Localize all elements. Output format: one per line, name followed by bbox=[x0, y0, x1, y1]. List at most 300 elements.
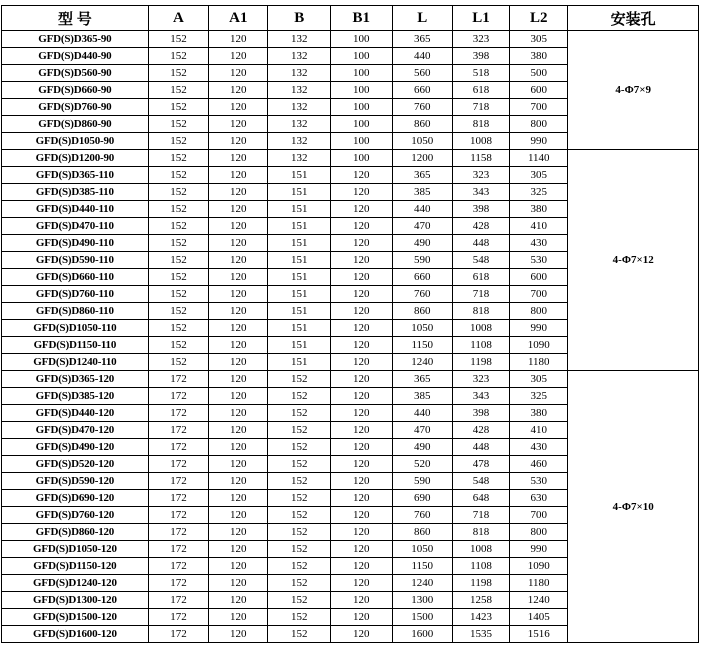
cell-b1: 100 bbox=[331, 133, 393, 150]
cell-l2: 305 bbox=[510, 371, 568, 388]
cell-a: 172 bbox=[148, 609, 208, 626]
cell-b1: 120 bbox=[331, 269, 393, 286]
cell-l: 860 bbox=[392, 116, 452, 133]
cell-l1: 1008 bbox=[452, 320, 509, 337]
cell-l1: 1535 bbox=[452, 626, 509, 643]
cell-a1: 120 bbox=[209, 422, 268, 439]
cell-b: 152 bbox=[268, 575, 331, 592]
cell-b: 152 bbox=[268, 524, 331, 541]
cell-l: 520 bbox=[392, 456, 452, 473]
cell-l: 440 bbox=[392, 201, 452, 218]
cell-model: GFD(S)D1050-110 bbox=[2, 320, 149, 337]
table-body bbox=[2, 31, 699, 643]
cell-l2: 700 bbox=[510, 286, 568, 303]
cell-a1: 120 bbox=[209, 167, 268, 184]
cell-b1: 120 bbox=[331, 592, 393, 609]
cell-a1: 120 bbox=[209, 99, 268, 116]
cell-l: 365 bbox=[392, 371, 452, 388]
cell-a: 152 bbox=[148, 303, 208, 320]
cell-l: 860 bbox=[392, 524, 452, 541]
cell-l1: 518 bbox=[452, 65, 509, 82]
header-b1: B1 bbox=[331, 6, 393, 31]
cell-a: 152 bbox=[148, 99, 208, 116]
cell-l: 590 bbox=[392, 473, 452, 490]
cell-l2: 530 bbox=[510, 252, 568, 269]
cell-a: 172 bbox=[148, 558, 208, 575]
cell-b1: 120 bbox=[331, 575, 393, 592]
cell-l1: 448 bbox=[452, 439, 509, 456]
cell-l1: 1258 bbox=[452, 592, 509, 609]
cell-b: 152 bbox=[268, 371, 331, 388]
cell-b: 151 bbox=[268, 184, 331, 201]
cell-a: 172 bbox=[148, 473, 208, 490]
cell-model: GFD(S)D470-110 bbox=[2, 218, 149, 235]
cell-model: GFD(S)D690-120 bbox=[2, 490, 149, 507]
cell-a: 152 bbox=[148, 235, 208, 252]
cell-l1: 818 bbox=[452, 303, 509, 320]
cell-model: GFD(S)D1600-120 bbox=[2, 626, 149, 643]
cell-model: GFD(S)D660-90 bbox=[2, 82, 149, 99]
cell-l1: 1008 bbox=[452, 133, 509, 150]
cell-l2: 1240 bbox=[510, 592, 568, 609]
cell-a: 172 bbox=[148, 371, 208, 388]
cell-a: 172 bbox=[148, 575, 208, 592]
cell-a: 152 bbox=[148, 354, 208, 371]
cell-b: 151 bbox=[268, 303, 331, 320]
cell-a: 152 bbox=[148, 269, 208, 286]
cell-l2: 600 bbox=[510, 269, 568, 286]
header-model: 型 号 bbox=[2, 6, 149, 31]
cell-model: GFD(S)D1500-120 bbox=[2, 609, 149, 626]
cell-a: 172 bbox=[148, 592, 208, 609]
cell-b1: 120 bbox=[331, 456, 393, 473]
cell-model: GFD(S)D860-120 bbox=[2, 524, 149, 541]
cell-l: 660 bbox=[392, 82, 452, 99]
cell-a: 172 bbox=[148, 490, 208, 507]
header-l2: L2 bbox=[510, 6, 568, 31]
cell-l: 1600 bbox=[392, 626, 452, 643]
cell-b1: 120 bbox=[331, 541, 393, 558]
cell-b1: 120 bbox=[331, 473, 393, 490]
cell-model: GFD(S)D385-120 bbox=[2, 388, 149, 405]
cell-l1: 323 bbox=[452, 371, 509, 388]
cell-l: 690 bbox=[392, 490, 452, 507]
cell-b: 151 bbox=[268, 337, 331, 354]
cell-b1: 120 bbox=[331, 626, 393, 643]
cell-a: 152 bbox=[148, 133, 208, 150]
table-row bbox=[2, 150, 699, 167]
cell-l1: 1198 bbox=[452, 575, 509, 592]
cell-b1: 100 bbox=[331, 31, 393, 48]
cell-b: 152 bbox=[268, 490, 331, 507]
cell-a: 152 bbox=[148, 252, 208, 269]
cell-b1: 120 bbox=[331, 371, 393, 388]
cell-b1: 120 bbox=[331, 507, 393, 524]
cell-a1: 120 bbox=[209, 490, 268, 507]
cell-model: GFD(S)D490-120 bbox=[2, 439, 149, 456]
cell-b1: 120 bbox=[331, 439, 393, 456]
cell-a1: 120 bbox=[209, 31, 268, 48]
cell-l2: 1180 bbox=[510, 354, 568, 371]
cell-b1: 120 bbox=[331, 388, 393, 405]
cell-model: GFD(S)D1240-120 bbox=[2, 575, 149, 592]
cell-l: 1050 bbox=[392, 133, 452, 150]
cell-a1: 120 bbox=[209, 507, 268, 524]
cell-l2: 325 bbox=[510, 184, 568, 201]
cell-a1: 120 bbox=[209, 184, 268, 201]
cell-b1: 100 bbox=[331, 48, 393, 65]
cell-b: 151 bbox=[268, 201, 331, 218]
cell-model: GFD(S)D365-110 bbox=[2, 167, 149, 184]
cell-a: 152 bbox=[148, 82, 208, 99]
cell-b1: 120 bbox=[331, 201, 393, 218]
cell-l: 385 bbox=[392, 184, 452, 201]
cell-b: 132 bbox=[268, 31, 331, 48]
header-b: B bbox=[268, 6, 331, 31]
cell-a1: 120 bbox=[209, 541, 268, 558]
cell-a: 172 bbox=[148, 456, 208, 473]
cell-l1: 398 bbox=[452, 405, 509, 422]
cell-l1: 1108 bbox=[452, 337, 509, 354]
cell-model: GFD(S)D1150-110 bbox=[2, 337, 149, 354]
cell-l: 1500 bbox=[392, 609, 452, 626]
cell-a1: 120 bbox=[209, 626, 268, 643]
cell-a1: 120 bbox=[209, 65, 268, 82]
cell-a1: 120 bbox=[209, 439, 268, 456]
cell-l2: 325 bbox=[510, 388, 568, 405]
table-row bbox=[2, 31, 699, 48]
cell-b1: 120 bbox=[331, 558, 393, 575]
cell-a1: 120 bbox=[209, 388, 268, 405]
cell-b: 152 bbox=[268, 456, 331, 473]
cell-l: 590 bbox=[392, 252, 452, 269]
cell-l: 760 bbox=[392, 507, 452, 524]
cell-l2: 1405 bbox=[510, 609, 568, 626]
cell-a1: 120 bbox=[209, 116, 268, 133]
cell-b: 132 bbox=[268, 48, 331, 65]
cell-l2: 380 bbox=[510, 405, 568, 422]
cell-l2: 630 bbox=[510, 490, 568, 507]
cell-b1: 120 bbox=[331, 303, 393, 320]
cell-b1: 120 bbox=[331, 167, 393, 184]
mounting-hole-cell: 4-Φ7×10 bbox=[568, 371, 699, 643]
cell-l2: 800 bbox=[510, 524, 568, 541]
cell-l1: 1008 bbox=[452, 541, 509, 558]
cell-l1: 718 bbox=[452, 507, 509, 524]
cell-l2: 990 bbox=[510, 320, 568, 337]
cell-a: 172 bbox=[148, 507, 208, 524]
cell-l1: 618 bbox=[452, 82, 509, 99]
cell-b1: 120 bbox=[331, 490, 393, 507]
cell-l1: 718 bbox=[452, 99, 509, 116]
cell-a: 152 bbox=[148, 116, 208, 133]
cell-l1: 718 bbox=[452, 286, 509, 303]
cell-l2: 800 bbox=[510, 116, 568, 133]
cell-model: GFD(S)D860-110 bbox=[2, 303, 149, 320]
cell-l1: 478 bbox=[452, 456, 509, 473]
cell-model: GFD(S)D660-110 bbox=[2, 269, 149, 286]
cell-a1: 120 bbox=[209, 609, 268, 626]
cell-model: GFD(S)D560-90 bbox=[2, 65, 149, 82]
cell-l2: 460 bbox=[510, 456, 568, 473]
cell-b: 151 bbox=[268, 167, 331, 184]
cell-l: 490 bbox=[392, 439, 452, 456]
cell-l2: 1516 bbox=[510, 626, 568, 643]
cell-l1: 618 bbox=[452, 269, 509, 286]
cell-l: 1240 bbox=[392, 575, 452, 592]
cell-b: 152 bbox=[268, 558, 331, 575]
cell-model: GFD(S)D590-110 bbox=[2, 252, 149, 269]
cell-b: 152 bbox=[268, 592, 331, 609]
cell-a: 172 bbox=[148, 541, 208, 558]
cell-l2: 305 bbox=[510, 167, 568, 184]
cell-b: 152 bbox=[268, 609, 331, 626]
cell-model: GFD(S)D385-110 bbox=[2, 184, 149, 201]
cell-l2: 530 bbox=[510, 473, 568, 490]
cell-l2: 990 bbox=[510, 541, 568, 558]
cell-b1: 100 bbox=[331, 99, 393, 116]
cell-model: GFD(S)D590-120 bbox=[2, 473, 149, 490]
cell-b1: 120 bbox=[331, 218, 393, 235]
table-row bbox=[2, 371, 699, 388]
cell-b: 132 bbox=[268, 65, 331, 82]
cell-a1: 120 bbox=[209, 133, 268, 150]
cell-a1: 120 bbox=[209, 337, 268, 354]
header-l1: L1 bbox=[452, 6, 509, 31]
cell-l2: 1180 bbox=[510, 575, 568, 592]
cell-l: 1300 bbox=[392, 592, 452, 609]
cell-l1: 428 bbox=[452, 218, 509, 235]
cell-l: 660 bbox=[392, 269, 452, 286]
cell-l: 1050 bbox=[392, 320, 452, 337]
cell-l1: 1158 bbox=[452, 150, 509, 167]
cell-b1: 120 bbox=[331, 609, 393, 626]
cell-b: 151 bbox=[268, 320, 331, 337]
cell-l2: 1090 bbox=[510, 337, 568, 354]
cell-l1: 548 bbox=[452, 473, 509, 490]
cell-a: 172 bbox=[148, 524, 208, 541]
cell-b1: 120 bbox=[331, 422, 393, 439]
cell-model: GFD(S)D860-90 bbox=[2, 116, 149, 133]
cell-l2: 430 bbox=[510, 439, 568, 456]
cell-model: GFD(S)D365-120 bbox=[2, 371, 149, 388]
cell-b: 152 bbox=[268, 388, 331, 405]
cell-a: 152 bbox=[148, 65, 208, 82]
cell-model: GFD(S)D440-90 bbox=[2, 48, 149, 65]
cell-a: 152 bbox=[148, 286, 208, 303]
cell-l: 365 bbox=[392, 31, 452, 48]
cell-l: 385 bbox=[392, 388, 452, 405]
cell-a1: 120 bbox=[209, 405, 268, 422]
cell-l: 860 bbox=[392, 303, 452, 320]
cell-model: GFD(S)D1300-120 bbox=[2, 592, 149, 609]
cell-b: 151 bbox=[268, 354, 331, 371]
cell-b1: 100 bbox=[331, 82, 393, 99]
cell-a: 152 bbox=[148, 218, 208, 235]
cell-l1: 343 bbox=[452, 184, 509, 201]
cell-b: 132 bbox=[268, 99, 331, 116]
mounting-hole-cell: 4-Φ7×12 bbox=[568, 150, 699, 371]
cell-a1: 120 bbox=[209, 473, 268, 490]
cell-l2: 600 bbox=[510, 82, 568, 99]
cell-l1: 343 bbox=[452, 388, 509, 405]
cell-model: GFD(S)D490-110 bbox=[2, 235, 149, 252]
cell-model: GFD(S)D760-120 bbox=[2, 507, 149, 524]
cell-l1: 398 bbox=[452, 48, 509, 65]
cell-l1: 818 bbox=[452, 116, 509, 133]
cell-b1: 120 bbox=[331, 405, 393, 422]
cell-l: 440 bbox=[392, 48, 452, 65]
header-row bbox=[2, 6, 699, 31]
cell-a: 152 bbox=[148, 184, 208, 201]
cell-a1: 120 bbox=[209, 286, 268, 303]
cell-l2: 700 bbox=[510, 99, 568, 116]
cell-a: 172 bbox=[148, 405, 208, 422]
cell-b: 152 bbox=[268, 439, 331, 456]
cell-a: 172 bbox=[148, 439, 208, 456]
cell-b: 152 bbox=[268, 473, 331, 490]
cell-l2: 990 bbox=[510, 133, 568, 150]
spec-table bbox=[1, 5, 699, 643]
cell-a: 152 bbox=[148, 31, 208, 48]
cell-l: 1240 bbox=[392, 354, 452, 371]
cell-model: GFD(S)D1200-90 bbox=[2, 150, 149, 167]
cell-model: GFD(S)D1240-110 bbox=[2, 354, 149, 371]
cell-b1: 120 bbox=[331, 524, 393, 541]
cell-l2: 410 bbox=[510, 422, 568, 439]
cell-b: 151 bbox=[268, 235, 331, 252]
cell-a1: 120 bbox=[209, 218, 268, 235]
cell-b: 152 bbox=[268, 422, 331, 439]
cell-l: 1200 bbox=[392, 150, 452, 167]
cell-l1: 818 bbox=[452, 524, 509, 541]
cell-a: 152 bbox=[148, 320, 208, 337]
cell-l1: 548 bbox=[452, 252, 509, 269]
cell-l: 365 bbox=[392, 167, 452, 184]
cell-b: 152 bbox=[268, 626, 331, 643]
header-hole: 安装孔 bbox=[568, 6, 699, 31]
cell-a1: 120 bbox=[209, 201, 268, 218]
cell-l2: 500 bbox=[510, 65, 568, 82]
cell-a1: 120 bbox=[209, 252, 268, 269]
cell-l: 470 bbox=[392, 422, 452, 439]
cell-b: 151 bbox=[268, 286, 331, 303]
cell-a1: 120 bbox=[209, 269, 268, 286]
cell-a1: 120 bbox=[209, 82, 268, 99]
cell-model: GFD(S)D760-110 bbox=[2, 286, 149, 303]
cell-model: GFD(S)D1050-90 bbox=[2, 133, 149, 150]
cell-l: 1150 bbox=[392, 337, 452, 354]
cell-l: 1150 bbox=[392, 558, 452, 575]
cell-model: GFD(S)D440-120 bbox=[2, 405, 149, 422]
cell-model: GFD(S)D440-110 bbox=[2, 201, 149, 218]
cell-a1: 120 bbox=[209, 371, 268, 388]
cell-l1: 448 bbox=[452, 235, 509, 252]
cell-l: 440 bbox=[392, 405, 452, 422]
cell-model: GFD(S)D760-90 bbox=[2, 99, 149, 116]
cell-a1: 120 bbox=[209, 575, 268, 592]
header-a1: A1 bbox=[209, 6, 268, 31]
cell-a1: 120 bbox=[209, 524, 268, 541]
cell-l2: 410 bbox=[510, 218, 568, 235]
cell-a: 152 bbox=[148, 337, 208, 354]
cell-b: 132 bbox=[268, 150, 331, 167]
cell-a1: 120 bbox=[209, 456, 268, 473]
cell-b1: 120 bbox=[331, 286, 393, 303]
cell-l2: 800 bbox=[510, 303, 568, 320]
cell-l1: 1108 bbox=[452, 558, 509, 575]
cell-a1: 120 bbox=[209, 150, 268, 167]
cell-b: 151 bbox=[268, 218, 331, 235]
cell-model: GFD(S)D1050-120 bbox=[2, 541, 149, 558]
mounting-hole-cell: 4-Φ7×9 bbox=[568, 31, 699, 150]
cell-b: 152 bbox=[268, 405, 331, 422]
cell-b1: 120 bbox=[331, 252, 393, 269]
header-a: A bbox=[148, 6, 208, 31]
cell-b: 132 bbox=[268, 133, 331, 150]
cell-l: 560 bbox=[392, 65, 452, 82]
cell-a: 152 bbox=[148, 150, 208, 167]
cell-b: 152 bbox=[268, 541, 331, 558]
cell-a1: 120 bbox=[209, 592, 268, 609]
cell-b: 151 bbox=[268, 252, 331, 269]
cell-b1: 120 bbox=[331, 354, 393, 371]
cell-l2: 1090 bbox=[510, 558, 568, 575]
cell-l1: 648 bbox=[452, 490, 509, 507]
cell-l: 760 bbox=[392, 286, 452, 303]
cell-a: 152 bbox=[148, 167, 208, 184]
cell-l1: 323 bbox=[452, 31, 509, 48]
cell-l1: 398 bbox=[452, 201, 509, 218]
cell-a: 152 bbox=[148, 201, 208, 218]
cell-a1: 120 bbox=[209, 48, 268, 65]
cell-l: 1050 bbox=[392, 541, 452, 558]
cell-model: GFD(S)D520-120 bbox=[2, 456, 149, 473]
cell-a1: 120 bbox=[209, 354, 268, 371]
cell-a1: 120 bbox=[209, 235, 268, 252]
cell-l1: 1423 bbox=[452, 609, 509, 626]
cell-l2: 1140 bbox=[510, 150, 568, 167]
cell-b: 151 bbox=[268, 269, 331, 286]
cell-a: 172 bbox=[148, 388, 208, 405]
header-l: L bbox=[392, 6, 452, 31]
cell-l: 490 bbox=[392, 235, 452, 252]
cell-model: GFD(S)D1150-120 bbox=[2, 558, 149, 575]
cell-a1: 120 bbox=[209, 320, 268, 337]
cell-a1: 120 bbox=[209, 303, 268, 320]
cell-l: 470 bbox=[392, 218, 452, 235]
cell-b1: 100 bbox=[331, 150, 393, 167]
cell-b1: 120 bbox=[331, 184, 393, 201]
cell-a: 172 bbox=[148, 422, 208, 439]
cell-l1: 323 bbox=[452, 167, 509, 184]
cell-a1: 120 bbox=[209, 558, 268, 575]
cell-b1: 120 bbox=[331, 320, 393, 337]
cell-l2: 380 bbox=[510, 48, 568, 65]
cell-b1: 100 bbox=[331, 65, 393, 82]
cell-model: GFD(S)D470-120 bbox=[2, 422, 149, 439]
cell-b1: 100 bbox=[331, 116, 393, 133]
cell-l2: 305 bbox=[510, 31, 568, 48]
cell-l1: 428 bbox=[452, 422, 509, 439]
cell-b: 152 bbox=[268, 507, 331, 524]
cell-b: 132 bbox=[268, 116, 331, 133]
cell-l2: 430 bbox=[510, 235, 568, 252]
cell-a: 172 bbox=[148, 626, 208, 643]
cell-b: 132 bbox=[268, 82, 331, 99]
cell-a: 152 bbox=[148, 48, 208, 65]
cell-l2: 380 bbox=[510, 201, 568, 218]
